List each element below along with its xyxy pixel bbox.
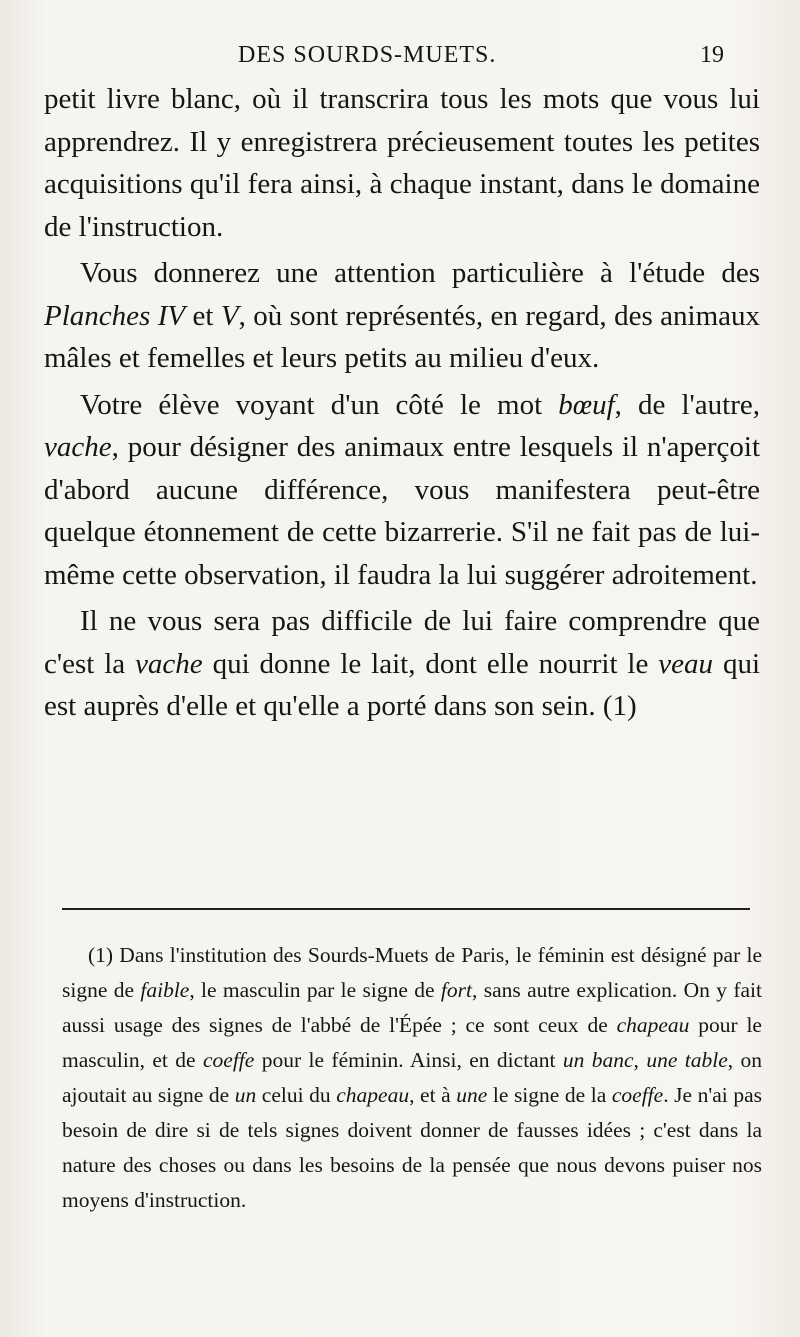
paragraph-2-italic-1: Planches IV xyxy=(44,299,186,332)
paragraph-4-text-3: qui est auprès d'elle et qu'elle a porté dans son sein. (1) xyxy=(44,647,760,722)
footnote xyxy=(62,938,762,1218)
paragraph-3-italic-2: vache xyxy=(44,431,112,463)
paragraph-3-text-1: Votre élève voyant d'un côté le mot xyxy=(80,388,559,421)
running-head xyxy=(0,42,800,74)
footnote-paragraph xyxy=(62,938,762,1218)
footnote-italic-9: une xyxy=(456,1083,488,1107)
paragraph-2 xyxy=(44,252,760,380)
paragraph-1-text: petit livre blanc, où il transcrira tous les mots que vous lui apprendrez. Il y enregistrera précieusement toutes les petites acquisitions qu'il fera ainsi, à chaque instant, dans le domaine de l'instruction. xyxy=(44,83,760,243)
paragraph-2-text-2: et xyxy=(185,299,221,332)
footnote-italic-5: un banc xyxy=(562,1048,634,1072)
footnote-text-6: , xyxy=(633,1048,647,1072)
footnote-text-8: celui du xyxy=(256,1083,337,1107)
paragraph-3 xyxy=(44,384,760,597)
footnote-text-7: , on ajoutait au signe de xyxy=(62,1048,763,1107)
paragraph-4-text-1: Il ne vous sera pas difficile de lui faire comprendre que c'est la xyxy=(44,605,760,680)
footnote-italic-1: faible xyxy=(140,978,190,1002)
footnote-text-3: , sans autre explication. On y fait aussi usage des signes de l'abbé de l'Épée ; ce sont ceux de xyxy=(62,978,762,1037)
paragraph-4-italic-1: vache xyxy=(135,647,203,680)
footnote-text-1: (1) Dans l'institution des Sourds-Muets de Paris, le féminin est désigné par le signe de xyxy=(62,943,762,1002)
page-number: 19 xyxy=(700,42,724,68)
footnote-divider xyxy=(62,908,750,910)
body-text xyxy=(44,78,760,728)
paragraph-2-text-3: , où sont représentés, en regard, des animaux mâles et femelles et leurs petits au milieu d'eux. xyxy=(44,299,761,374)
footnote-italic-2: fort xyxy=(440,978,472,1002)
running-title: DES SOURDS-MUETS. xyxy=(238,42,497,68)
footnote-text-5: pour le féminin. Ainsi, en dictant xyxy=(254,1048,563,1072)
footnote-italic-8: chapeau xyxy=(336,1083,410,1107)
paragraph-3-text-3: , pour désigner des animaux entre lesquels il n'aperçoit d'abord aucune différence, vous manifestera peut-être quelque étonnement de cette bizarrerie. S'il ne fait pas de lui-même cette observation, il faudra la lui suggérer adroitement. xyxy=(44,431,760,591)
footnote-text-4: pour le masculin, et de xyxy=(62,1013,762,1072)
footnote-text-9: , et à xyxy=(409,1083,457,1107)
footnote-text-10: le signe de la xyxy=(487,1083,612,1107)
paragraph-4-italic-2: veau xyxy=(658,647,714,680)
footnote-text-2: , le masculin par le signe de xyxy=(189,978,441,1002)
footnote-text-11: . Je n'ai pas besoin de dire si de tels signes doivent donner de fausses idées ; c'est dans la nature des choses ou dans les besoins de la pensée que nous devons puiser nos moyens d'instruction. xyxy=(62,1083,762,1212)
paragraph-3-italic-1: bœuf xyxy=(558,388,615,421)
footnote-italic-4: coeffe xyxy=(203,1048,255,1072)
footnote-italic-10: coeffe xyxy=(611,1083,664,1107)
paragraph-1 xyxy=(44,78,760,248)
footnote-italic-6: une table xyxy=(646,1048,728,1072)
paragraph-2-text-1: Vous donnerez une attention particulière à l'étude des xyxy=(80,257,760,289)
paragraph-4-text-2: qui donne le lait, dont elle nourrit le xyxy=(202,647,659,680)
paragraph-2-italic-2: V xyxy=(220,299,239,332)
footnote-italic-3: chapeau xyxy=(616,1013,690,1037)
footnote-italic-7: un xyxy=(234,1083,257,1107)
paragraph-4 xyxy=(44,600,760,728)
paragraph-3-text-2: , de l'autre, xyxy=(614,388,760,421)
